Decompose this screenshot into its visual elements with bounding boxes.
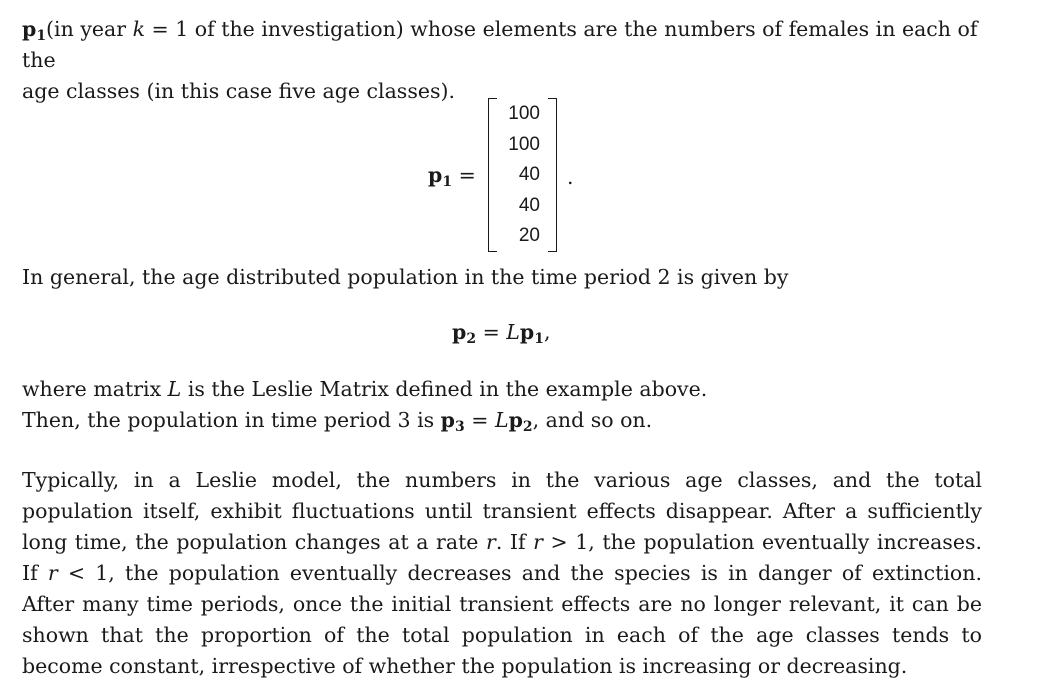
vector-entry: 40 — [518, 194, 540, 216]
leslie-matrix-paragraph: where matrix L is the Leslie Matrix defined in the example above. Then, the population in time period 3 is $p_3 = Lp_2$, and so on. — [22, 377, 708, 435]
typical-behaviour-paragraph: Typically, in a Leslie model, the numbers in the various age classes, and the total population itself, exhibit fluctuations until transient effects disappear. After a sufficiently long time, the population changes at a rate r. If r > 1, the population eventually increases. If r < 1, the population eventually decreases and the species is in danger of extinction. After many time periods, once the initial transient effects are no longer relevant, it can be shown that the proportion of the total population in each of the age classes tends to become constant, irrespective of whether the population is increasing or decreasing. — [22, 468, 982, 678]
vector-entry: 40 — [518, 164, 540, 186]
vector-symbol-p1: $p_1$ — [22, 17, 47, 44]
vector-lhs: $p_1$ = — [428, 163, 476, 190]
general-statement: In general, the age distributed population in the time period 2 is given by — [22, 265, 789, 289]
vector-trailing-period: . — [567, 165, 574, 189]
equation-p2: $p_2 = Lp_1$, — [452, 320, 551, 347]
vector-entry: 20 — [518, 225, 540, 247]
intro-paragraph: $p_1(in$ year k = 1 of the investigation) whose elements are the numbers of females in each of the age classes (in this case five age classes). — [22, 17, 978, 103]
vector-entry: 100 — [508, 133, 540, 155]
vector-entry: 100 — [508, 103, 540, 124]
vector-entries — [496, 98, 548, 251]
right-bracket — [548, 98, 557, 252]
